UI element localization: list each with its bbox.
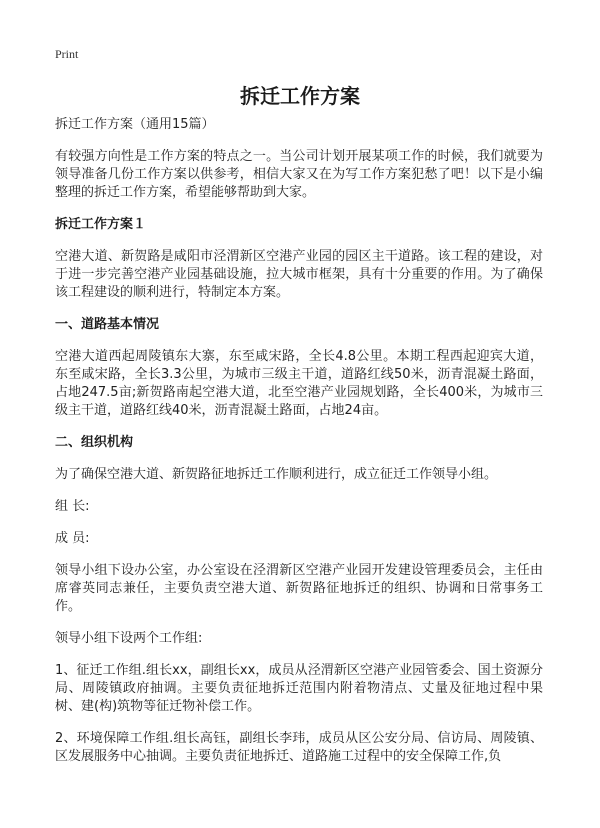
plan-1-intro-paragraph: 空港大道、新贺路是咸阳市泾渭新区空港产业园的园区主干道路。该工程的建设，对于进一步完善空港产业园基础设施，拉大城市框架，具有十分重要的作用。为了确保该工程建设的顺利进行，特制定本方案。 xyxy=(55,249,543,300)
group-members-line: 成 员: xyxy=(55,531,90,546)
intro-paragraph: 有较强方向性是工作方案的特点之一。当公司计划开展某项工作的时候，我们就要为领导准备几份工作方案以供参考，相信大家又在为写工作方案犯愁了吧！以下是小编整理的拆迁工作方案，希望能够帮助到大家。 xyxy=(55,149,543,200)
organization-intro-paragraph: 为了确保空港大道、新贺路征地拆迁工作顺利进行，成立征迁工作领导小组。 xyxy=(55,467,498,482)
office-paragraph: 领导小组下设办公室，办公室设在泾渭新区空港产业园开发建设管理委员会，主任由席睿英同志兼任，主要负责空港大道、新贺路征地拆迁的组织、协调和日常事务工作。 xyxy=(55,563,543,614)
working-groups-intro: 领导小组下设两个工作组: xyxy=(55,631,203,646)
print-link[interactable]: Print xyxy=(55,47,79,61)
section-heading-plan-1: 拆迁工作方案１ xyxy=(55,217,147,232)
working-group-1-paragraph: 1、征迁工作组.组长xx，副组长xx，成员从泾渭新区空港产业园管委会、国土资源分局、周陵镇政府抽调。主要负责征地拆迁范围内附着物清点、丈量及征地过程中果树、建(构)筑物等征迁物补偿工作。 xyxy=(55,663,543,714)
section-heading-organization: 二、组织机构 xyxy=(55,435,134,450)
section-heading-road-info: 一、道路基本情况 xyxy=(55,317,160,332)
document-title: 拆迁工作方案 xyxy=(240,84,360,108)
working-group-2-paragraph: 2、环境保障工作组.组长高钰，副组长李玮，成员从区公安分局、信访局、周陵镇、区发展服务中心抽调。主要负责征地拆迁、道路施工过程中的安全保障工作,负 xyxy=(55,731,543,764)
subtitle-paragraph: 拆迁工作方案（通用15篇） xyxy=(55,117,215,132)
road-info-paragraph: 空港大道西起周陵镇东大寨，东至咸宋路，全长4.8公里。本期工程西起迎宾大道，东至咸宋路，全长3.3公里，为城市三级主干道，道路红线50米，沥青混凝土路面，占地247.5亩;新贺路南起空港大道，北至空港产业园规划路，全长400米，为城市三级主干道，道路红线40米，沥青混凝土路面，占地24亩。 xyxy=(55,349,543,418)
document-body xyxy=(55,116,543,780)
group-leader-line: 组 长: xyxy=(55,499,90,514)
